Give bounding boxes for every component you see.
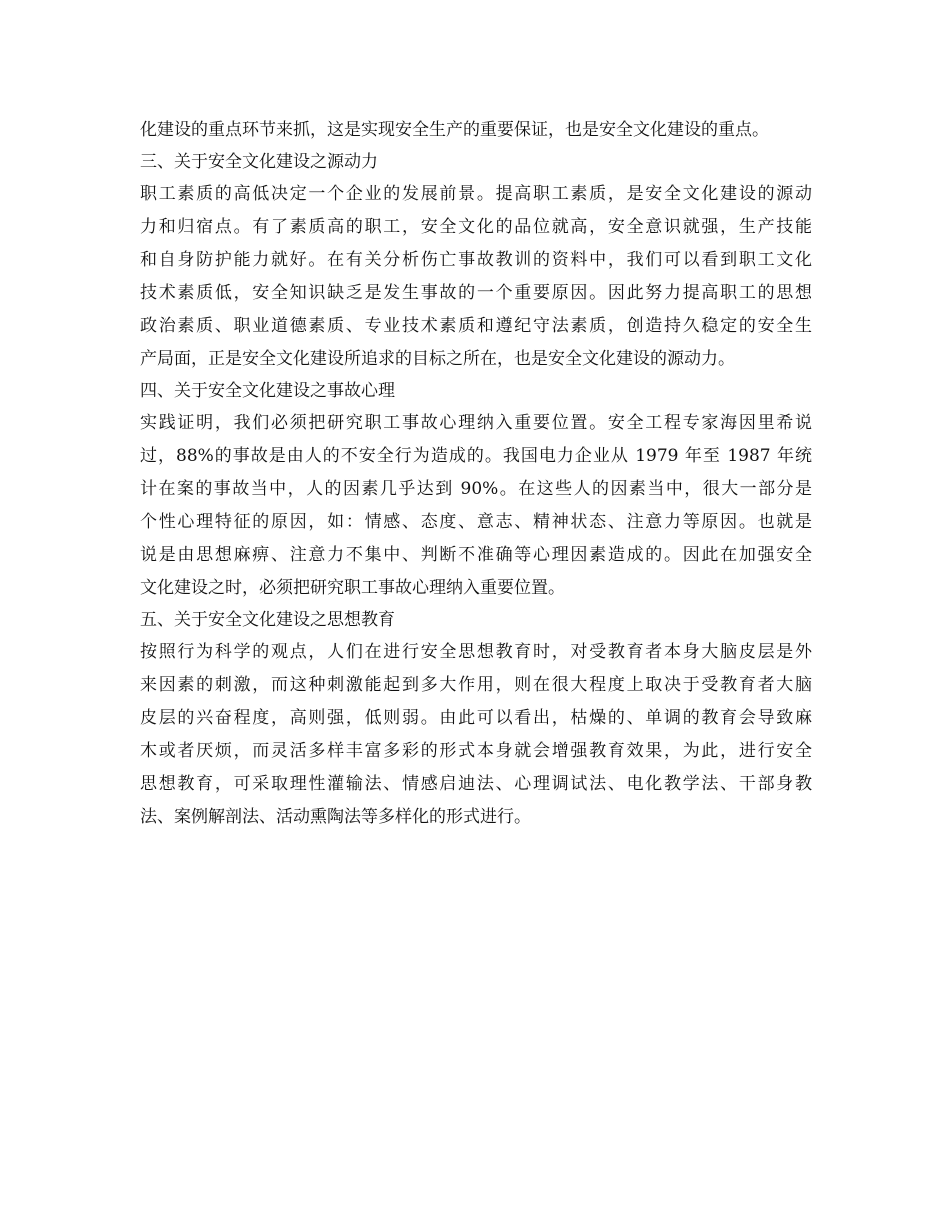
text-line: 说是由思想麻痹、注意力不集中、判断不准确等心理因素造成的。因此在加强安全 <box>140 545 812 565</box>
text-line: 和自身防护能力就好。在有关分析伤亡事故教训的资料中，我们可以看到职工文化 <box>140 250 812 270</box>
text-line: 化建设的重点环节来抓，这是实现安全生产的重要保证，也是安全文化建设的重点。 <box>140 120 769 140</box>
text-line: 职工素质的高低决定一个企业的发展前景。提高职工素质，是安全文化建设的源动 <box>140 184 812 204</box>
section-heading-4: 四、关于安全文化建设之事故心理 <box>140 381 395 401</box>
text-line: 法、案例解剖法、活动熏陶法等多样化的形式进行。 <box>140 807 531 827</box>
paragraph-ideological-education <box>140 636 820 834</box>
paragraph-accident-psychology <box>140 407 820 605</box>
text-line: 计在案的事故当中，人的因素几乎达到 90%。在这些人的因素当中，很大一部分是 <box>140 479 812 499</box>
text-line: 思想教育，可采取理性灌输法、情感启迪法、心理调试法、电化教学法、干部身教 <box>140 774 812 794</box>
text-line: 按照行为科学的观点，人们在进行安全思想教育时，对受教育者本身大脑皮层是外 <box>140 642 812 662</box>
section-heading-5: 五、关于安全文化建设之思想教育 <box>140 610 395 630</box>
text-line: 皮层的兴奋程度，高则强，低则弱。由此可以看出，枯燥的、单调的教育会导致麻 <box>140 708 812 728</box>
paragraph-source-power <box>140 178 820 376</box>
text-line: 文化建设之时，必须把研究职工事故心理纳入重要位置。 <box>140 578 565 598</box>
text-line: 过，88%的事故是由人的不安全行为造成的。我国电力企业从 1979 年至 1987 年统 <box>140 446 812 466</box>
text-line: 产局面，正是安全文化建设所追求的目标之所在，也是安全文化建设的源动力。 <box>140 349 735 369</box>
text-line: 政治素质、职业道德素质、专业技术素质和遵纪守法素质，创造持久稳定的安全生 <box>140 316 812 336</box>
document-body <box>140 114 820 834</box>
text-line: 实践证明，我们必须把研究职工事故心理纳入重要位置。安全工程专家海因里希说 <box>140 413 812 433</box>
text-line: 来因素的刺激，而这种刺激能起到多大作用，则在很大程度上取决于受教育者大脑 <box>140 675 812 695</box>
text-line: 个性心理特征的原因，如：情感、态度、意志、精神状态、注意力等原因。也就是 <box>140 512 812 532</box>
text-line: 力和归宿点。有了素质高的职工，安全文化的品位就高，安全意识就强，生产技能 <box>140 217 812 237</box>
section-heading-3: 三、关于安全文化建设之源动力 <box>140 152 378 172</box>
text-line: 木或者厌烦，而灵活多样丰富多彩的形式本身就会增强教育效果，为此，进行安全 <box>140 741 812 761</box>
text-line: 技术素质低，安全知识缺乏是发生事故的一个重要原因。因此努力提高职工的思想 <box>140 283 812 303</box>
paragraph-continuation <box>140 114 820 147</box>
